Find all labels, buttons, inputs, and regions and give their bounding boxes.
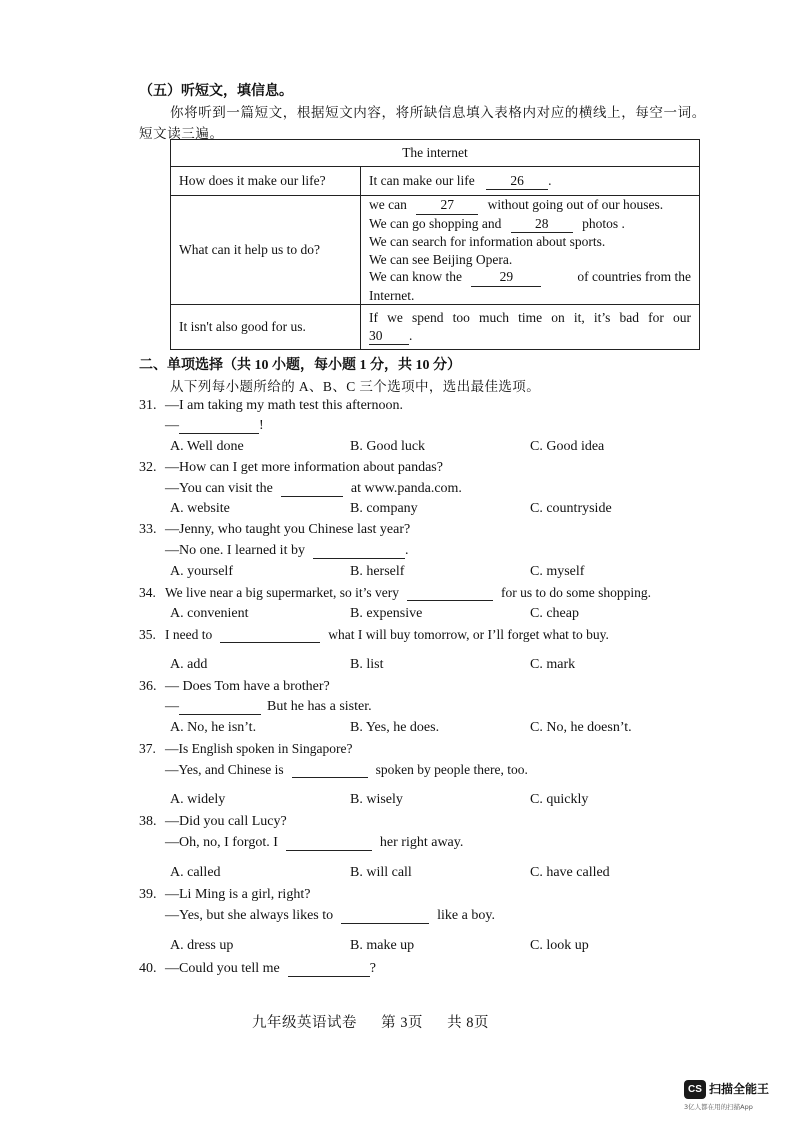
blank-28: 28 <box>511 215 573 234</box>
option-c: C. countryside <box>530 501 612 516</box>
answer-text: without going out of our houses. <box>487 197 664 212</box>
question-line <box>165 762 528 778</box>
section2-instruction: 从下列每小题所给的 A、B、C 三个选项中，选出最佳选项。 <box>170 379 541 394</box>
answer-text: We can see Beijing Opera. <box>369 251 513 267</box>
question-text: at www.panda.com. <box>350 481 462 496</box>
answer-blank <box>313 544 405 559</box>
footer-total: 共 8页 <box>447 1015 489 1031</box>
question-number: 40. <box>139 961 157 976</box>
question-number: 31. <box>139 398 157 413</box>
option-b: B. herself <box>350 564 405 579</box>
row-question: How does it make our life? <box>171 167 361 196</box>
question-line <box>165 908 495 924</box>
option-b: B. make up <box>350 938 415 953</box>
option-a: A. website <box>170 501 230 516</box>
question-text: what I will buy tomorrow, or I’ll forget what to buy. <box>328 627 609 642</box>
answer-blank <box>288 962 370 977</box>
answer-text: We can know the <box>369 269 463 284</box>
option-c: C. myself <box>530 564 585 579</box>
question-text: —How can I get more information about pandas? <box>165 460 443 475</box>
option-c: C. have called <box>530 865 610 880</box>
blank-27: 27 <box>416 196 478 215</box>
camscanner-logo-icon: CS <box>684 1080 706 1099</box>
question-line <box>165 543 408 559</box>
option-b: B. expensive <box>350 606 423 621</box>
question-number: 37. <box>139 741 156 756</box>
option-a: A. No, he isn’t. <box>170 720 257 735</box>
question-text: — Does Tom have a brother? <box>165 679 330 694</box>
option-b: B. Yes, he does. <box>350 720 440 735</box>
question-33 <box>139 522 410 538</box>
option-c: C. No, he doesn’t. <box>530 720 632 735</box>
section2-title: 二、单项选择（共 10 小题，每小题 1 分，共 10 分） <box>139 358 461 373</box>
answer-blank <box>286 836 372 851</box>
answer-text: of countries from the <box>577 269 691 284</box>
question-text: —Yes, but she always likes to <box>165 908 334 923</box>
option-b: B. list <box>350 657 384 672</box>
question-text: . <box>404 543 409 558</box>
question-line <box>165 481 462 497</box>
option-c: C. look up <box>530 938 589 953</box>
option-b: B. Good luck <box>350 439 426 454</box>
option-a: A. dress up <box>170 938 234 953</box>
section5-instruction: 你将听到一篇短文，根据短文内容，将所缺信息填入表格内对应的横线上，每空一词。 <box>170 105 706 120</box>
row-answer <box>361 305 700 350</box>
answer-blank <box>220 628 320 643</box>
option-b: B. wisely <box>350 792 403 807</box>
question-text: —Did you call Lucy? <box>165 814 287 829</box>
question-34 <box>139 585 651 601</box>
row-answer <box>361 196 700 305</box>
question-text: spoken by people there, too. <box>375 762 528 777</box>
question-text: for us to do some shopping. <box>500 585 651 600</box>
answer-blank <box>179 700 261 715</box>
internet-info-table <box>170 139 700 350</box>
question-35 <box>139 627 609 643</box>
answer-text: We can search for information about sports. <box>369 234 606 249</box>
answer-text: It can make our life <box>369 172 475 188</box>
question-text: —No one. I learned it by <box>165 543 305 558</box>
watermark-name: 扫描全能王 <box>709 1082 770 1096</box>
question-line <box>165 418 264 434</box>
option-a: A. widely <box>170 792 226 807</box>
question-text: — <box>165 418 179 433</box>
option-c: C. cheap <box>530 606 579 621</box>
question-number: 36. <box>139 679 157 694</box>
blank-30: 30 <box>369 327 409 346</box>
footer-page: 第 3页 <box>381 1015 423 1031</box>
question-line <box>165 835 463 851</box>
answer-text: If we spend too much time on it, it’s bad for our <box>369 310 691 325</box>
table-header: The internet <box>171 140 700 167</box>
question-38 <box>139 814 287 830</box>
question-line <box>165 699 372 715</box>
question-number: 38. <box>139 814 157 829</box>
answer-blank <box>407 586 493 601</box>
answer-text: We can go shopping and <box>369 215 502 231</box>
question-text: —Could you tell me <box>165 961 280 976</box>
question-text: like a boy. <box>437 908 495 923</box>
question-number: 34. <box>139 585 156 600</box>
question-text: We live near a big supermarket, so it’s very <box>165 585 399 600</box>
table-row <box>171 167 700 196</box>
table-row <box>171 196 700 305</box>
answer-text: . <box>409 327 413 343</box>
question-31 <box>139 398 403 414</box>
option-c: C. mark <box>530 657 576 672</box>
question-text: —You can visit the <box>165 481 273 496</box>
answer-blank <box>341 909 429 924</box>
question-32 <box>139 460 443 476</box>
row-answer <box>361 167 700 196</box>
option-a: A. called <box>170 865 221 880</box>
question-text: —Oh, no, I forgot. I <box>165 835 278 850</box>
question-text: But he has a sister. <box>267 699 372 714</box>
question-text: —Jenny, who taught you Chinese last year? <box>165 522 411 537</box>
question-37 <box>139 741 352 757</box>
option-a: A. yourself <box>170 564 233 579</box>
answer-text: . <box>548 172 552 188</box>
table-row <box>171 305 700 350</box>
page-footer <box>252 1011 509 1032</box>
answer-blank <box>281 482 343 497</box>
question-36 <box>139 679 330 695</box>
question-text: her right away. <box>379 835 464 850</box>
question-text: I need to <box>165 627 213 642</box>
option-a: A. add <box>170 657 208 672</box>
answer-text: photos . <box>582 215 625 231</box>
question-39 <box>139 887 310 903</box>
question-text: —Yes, and Chinese is <box>165 762 284 777</box>
section5-instruction-cont: 短文读三遍。 <box>139 126 224 141</box>
row-question: It isn't also good for us. <box>171 305 361 350</box>
option-a: A. convenient <box>170 606 249 621</box>
question-text: —Is English spoken in Singapore? <box>165 741 353 756</box>
question-number: 39. <box>139 887 157 902</box>
blank-26: 26 <box>486 172 548 191</box>
question-number: 32. <box>139 460 157 475</box>
question-text: ! <box>259 418 264 433</box>
answer-blank <box>179 419 259 434</box>
option-b: B. will call <box>350 865 412 880</box>
option-c: C. quickly <box>530 792 589 807</box>
question-text: —Li Ming is a girl, right? <box>165 887 311 902</box>
section5-title: （五）听短文，填信息。 <box>139 84 293 99</box>
question-text: — <box>165 699 179 714</box>
footer-subject: 九年级英语试卷 <box>252 1015 357 1031</box>
question-text: —I am taking my math test this afternoon. <box>165 398 403 413</box>
option-b: B. company <box>350 501 418 516</box>
option-c: C. Good idea <box>530 439 605 454</box>
option-a: A. Well done <box>170 439 244 454</box>
question-40 <box>139 961 376 977</box>
answer-text: Internet. <box>369 287 415 303</box>
answer-blank <box>292 763 368 778</box>
question-number: 33. <box>139 522 157 537</box>
watermark-tagline: 3亿人都在用的扫描App <box>684 1103 753 1111</box>
question-text: ? <box>369 961 376 976</box>
blank-29: 29 <box>471 268 541 287</box>
row-question: What can it help us to do? <box>171 196 361 305</box>
answer-text: we can <box>369 197 407 212</box>
question-number: 35. <box>139 627 156 642</box>
